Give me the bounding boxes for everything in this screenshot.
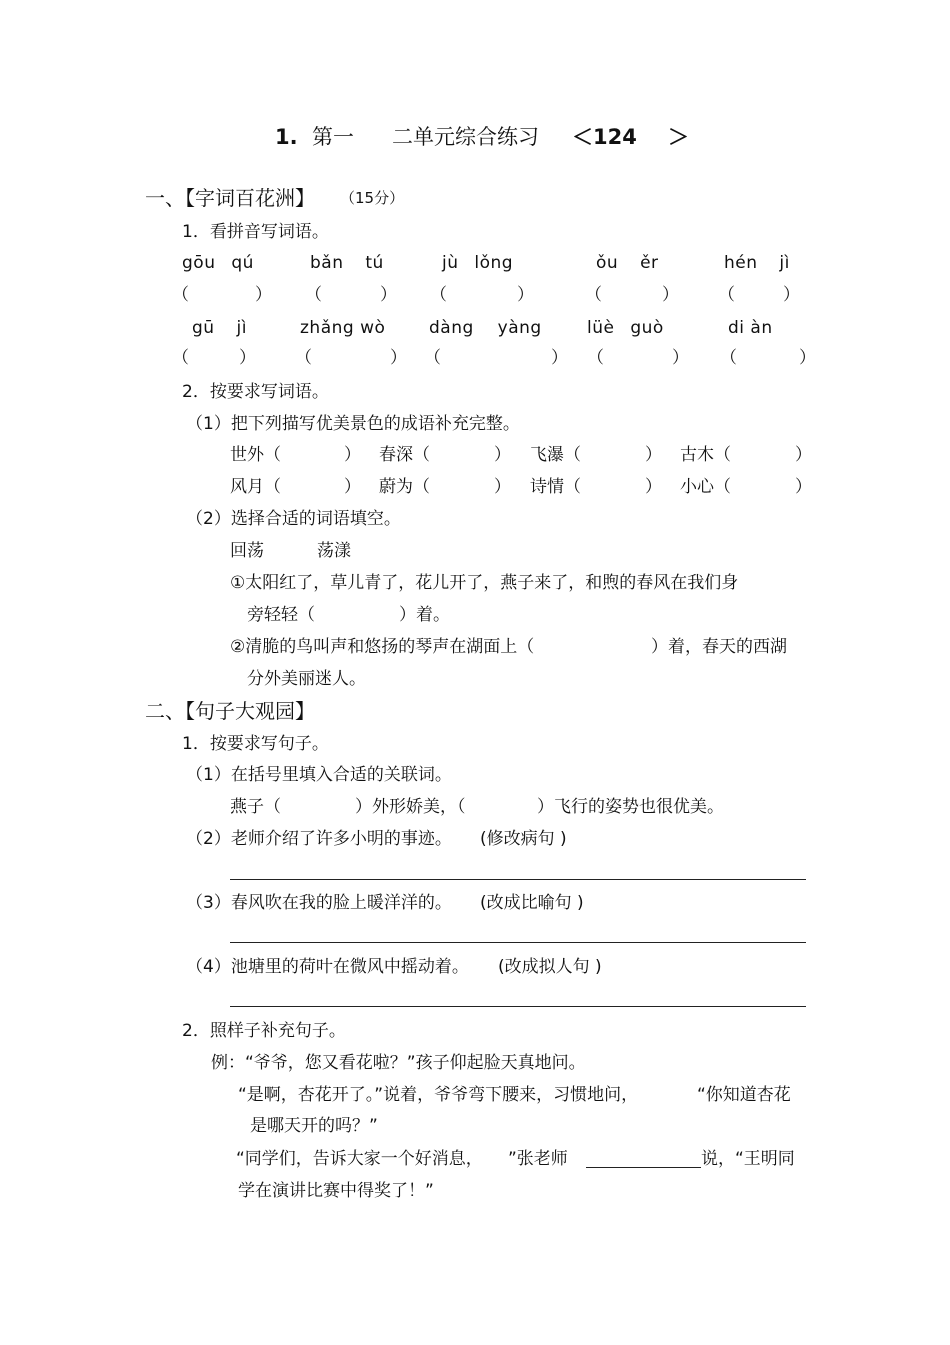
answer-paren[interactable]: （ ）: [295, 348, 407, 368]
s2-q1-s3: （3）春风吹在我的脸上暖洋洋的。: [186, 893, 452, 913]
s2-q1-s4: （4）池塘里的荷叶在微风中摇动着。: [186, 957, 469, 977]
fill-item-2-line1a: ②清脆的鸟叫声和悠扬的琴声在湖面上（: [230, 637, 535, 657]
pinyin-2-4: lüè guò: [587, 318, 664, 338]
pinyin-1-2: bǎn tú: [310, 253, 384, 273]
idiom-5-b: ）: [344, 477, 361, 497]
idiom-2-a: 春深（: [379, 445, 430, 465]
title-text-2: 二单元综合练习: [392, 125, 539, 149]
idiom-6-a: 蔚为（: [379, 477, 430, 497]
answer-paren[interactable]: （ ）: [172, 285, 272, 305]
pinyin-1-3: jù lǒng: [442, 253, 514, 273]
answer-line[interactable]: [230, 1006, 806, 1007]
task-sentence-b: ”张老师: [508, 1149, 568, 1169]
idiom-4-a: 古木（: [680, 445, 731, 465]
pinyin-2-1: gū jì: [192, 318, 247, 338]
fill-item-1-line2b: ）着。: [399, 605, 450, 625]
idiom-6-b: ）: [494, 477, 511, 497]
idiom-8-a: 小心（: [680, 477, 731, 497]
q2-sub2-label: （2）选择合适的词语填空。: [186, 509, 401, 529]
pinyin-1-5: hén jì: [724, 253, 790, 273]
answer-paren[interactable]: （ ）: [587, 348, 689, 368]
idiom-8-b: ）: [795, 477, 812, 497]
fill-item-2-line2: 分外美丽迷人。: [247, 669, 366, 689]
task-sentence-c: 说，“王明同: [701, 1149, 795, 1169]
answer-paren[interactable]: （ ）: [585, 285, 679, 305]
idiom-5-a: 风月（: [230, 477, 281, 497]
word-option-2: 荡漾: [317, 541, 351, 561]
answer-paren[interactable]: （ ）: [305, 285, 397, 305]
task-sentence-a: “同学们，告诉大家一个好消息，: [236, 1149, 483, 1169]
answer-paren[interactable]: （ ）: [424, 348, 568, 368]
s2-q1-s4-note: (改成拟人句 ): [498, 957, 602, 977]
answer-paren[interactable]: （ ）: [430, 285, 534, 305]
s2-q1-s3-note: (改成比喻句 ): [480, 893, 584, 913]
answer-paren[interactable]: （ ）: [718, 285, 800, 305]
section1-score: （15分）: [340, 189, 405, 207]
title-code-right: ＞: [668, 125, 689, 149]
section2-heading: 二、【句子大观园】: [145, 699, 315, 723]
answer-line[interactable]: [230, 879, 806, 880]
idiom-1-a: 世外（: [230, 445, 281, 465]
example-sentence: 例：“爷爷，您又看花啦？”孩子仰起脸天真地问。: [211, 1053, 586, 1073]
conj-sentence-b: ）外形娇美，（: [355, 797, 466, 817]
idiom-2-b: ）: [494, 445, 511, 465]
s2-q1-s1-label: （1）在括号里填入合适的关联词。: [186, 765, 452, 785]
page-title: [275, 127, 298, 148]
fill-item-2-line1b: ）着，春天的西湖: [651, 637, 787, 657]
pinyin-1-4: ǒu ěr: [596, 253, 659, 273]
fill-item-1-line1: ①太阳红了，草儿青了，花儿开了，燕子来了，和煦的春风在我们身: [230, 573, 739, 593]
title-code-left: ＜124: [572, 125, 637, 149]
title-text-1: 第一: [312, 125, 354, 149]
title-number: 1.: [275, 125, 298, 149]
pinyin-2-5: di àn: [728, 318, 773, 338]
pinyin-2-3: dàng yàng: [429, 318, 542, 338]
idiom-3-a: 飞瀑（: [530, 445, 581, 465]
idiom-7-b: ）: [645, 477, 662, 497]
example-2-c: 是哪天开的吗？”: [250, 1116, 378, 1136]
q2-sub1-label: （1）把下列描写优美景色的成语补充完整。: [186, 414, 520, 434]
word-option-1: 回荡: [230, 541, 264, 561]
idiom-3-b: ）: [645, 445, 662, 465]
idiom-7-a: 诗情（: [530, 477, 581, 497]
fill-item-1-line2a: 旁轻轻（: [247, 605, 315, 625]
s2-q1-s2-note: (修改病句 ): [480, 829, 567, 849]
s2-q1-label: 1．按要求写句子。: [182, 734, 329, 754]
idiom-1-b: ）: [344, 445, 361, 465]
conj-sentence-a: 燕子（: [230, 797, 281, 817]
conj-sentence-c: ）飞行的姿势也很优美。: [537, 797, 724, 817]
answer-line[interactable]: [230, 942, 806, 943]
idiom-4-b: ）: [795, 445, 812, 465]
task-blank[interactable]: [586, 1151, 701, 1170]
s2-q1-s2: （2）老师介绍了许多小明的事迹。: [186, 829, 452, 849]
task-sentence-d: 学在演讲比赛中得奖了！”: [238, 1181, 434, 1201]
example-2-b: “你知道杏花: [697, 1085, 791, 1105]
q1-label: 1．看拼音写词语。: [182, 222, 329, 242]
example-2-a: “是啊，杏花开了。”说着，爷爷弯下腰来，习惯地问，: [238, 1085, 639, 1105]
section1-heading: 一、【字词百花洲】: [145, 186, 315, 210]
answer-paren[interactable]: （ ）: [720, 348, 816, 368]
answer-paren[interactable]: （ ）: [172, 348, 256, 368]
s2-q2-label: 2．照样子补充句子。: [182, 1021, 346, 1041]
q2-label: 2．按要求写词语。: [182, 382, 329, 402]
pinyin-2-2: zhǎng wò: [300, 318, 386, 338]
pinyin-1-1: gōu qú: [182, 253, 254, 273]
